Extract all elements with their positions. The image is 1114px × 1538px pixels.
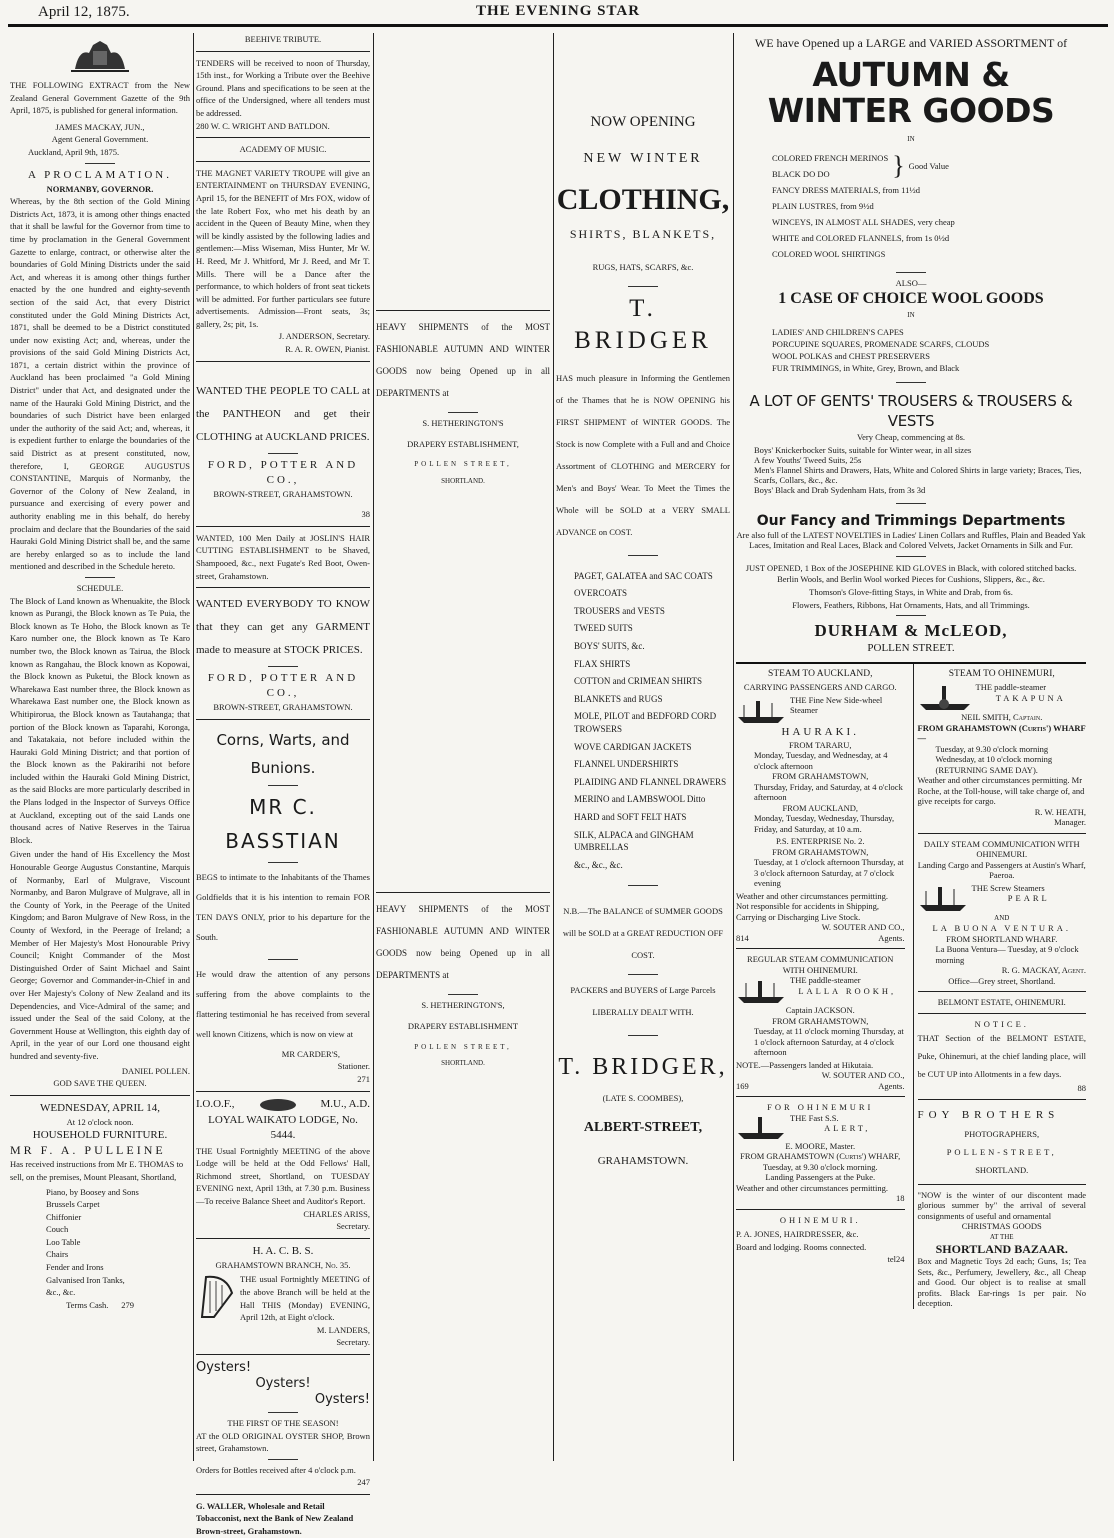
divider: [628, 286, 658, 287]
divider: [196, 587, 370, 588]
column-rule: [733, 33, 734, 1461]
spacer: [556, 33, 730, 111]
beehive-heading: BEEHIVE TRIBUTE.: [244, 34, 322, 44]
proclamation-subtitle: NORMANBY, GOVERNOR.: [46, 183, 154, 194]
list-item: MOLE, PILOT and BEDFORD CORD TROWSERS: [574, 711, 717, 734]
just-opened: JUST OPENED, 1 Box of the JOSEPHINE KID GLOVES in Black, with colored stitched backs.: [745, 563, 1077, 574]
divider: [896, 272, 926, 273]
lodge-sig-2: Secretary.: [336, 1221, 370, 1232]
lalla-name: LALLA ROOKH,: [798, 985, 897, 996]
thomson-stays: Thomson's Glove-fitting Stays, in White and Drab, from 6s.: [809, 586, 1013, 597]
divider: [268, 1412, 298, 1413]
auction-body: Has received instructions from Mr E. THOMAS to sell, on the premises, Mount Pleasant, Shortland,: [10, 1159, 184, 1182]
carrying: CARRYING PASSENGERS AND CARGO.: [743, 682, 897, 693]
divider: [196, 719, 370, 720]
hacbs-body: THE usual Fortnightly MEETING of the above Branch will be held at the Hall THIS (Monday) EVENING, April 12th, at Eight o'clock.: [240, 1274, 370, 1323]
spacer: [376, 33, 550, 305]
divider: [376, 892, 550, 893]
ps-enterprise: P.S. ENTERPRISE No. 2.: [775, 836, 865, 847]
page-header: [8, 0, 1108, 30]
lodge-heading: LOYAL WAIKATO LODGE, No. 5444.: [208, 1113, 358, 1141]
auckland-times: Monday, Tuesday, Wednesday, Thursday, Friday, and Saturday, at 10 a.m.: [754, 813, 895, 834]
list-item: &c., &c., &c.: [574, 859, 623, 870]
divider: [196, 137, 370, 138]
divider: [196, 51, 370, 52]
hetherington-2-drapery: DRAPERY ESTABLISHMENT: [407, 1020, 519, 1031]
foy-brothers: FOY BROTHERS: [917, 1108, 1060, 1121]
autumn-winter-heading: AUTUMN & WINTER GOODS: [767, 55, 1055, 130]
very-cheap: Very Cheap, commencing at 8s.: [856, 431, 966, 442]
column-2: [196, 33, 370, 1537]
mackay-agent: R. G. MACKAY, Agent.: [1001, 965, 1086, 976]
alert-intro: THE Fast S.S.: [790, 1112, 839, 1123]
hacbs-branch: GRAHAMSTOWN BRANCH, No. 35.: [215, 1259, 351, 1270]
list-item: FLANNEL UNDERSHIRTS: [574, 759, 679, 770]
rugs-hats: RUGS, HATS, SCARFS, &c.: [592, 262, 694, 272]
ps-from: FROM GRAHAMSTOWN,: [772, 846, 869, 857]
agents-label: Agents.: [878, 932, 905, 943]
list-item: COLORED FRENCH MERINOS: [772, 152, 889, 163]
oysters-3: Oysters!: [314, 1391, 370, 1407]
list-item: A few Youths' Tweed Suits, 25s: [754, 455, 862, 466]
extract-notice: THE FOLLOWING EXTRACT from the New Zealand General Government Gazette of the 9th April, 1875, is published for general information.: [10, 80, 190, 116]
list-item: &c., &c.: [46, 1287, 76, 1298]
ad-number: 38: [361, 509, 370, 520]
bridger-heading-2: T. BRIDGER,: [558, 1054, 728, 1081]
lodge-body: THE Usual Fortnightly MEETING of the above Lodge will be held at the Odd Fellows' Hall, Richmond street, Shortland, on TUESDAY EVENING next, April 13th, at 7.30 p.m. Business—To receive Balance Sheet and Auditor's Report.: [196, 1145, 370, 1206]
shortland: SHORTLAND.: [975, 1164, 1029, 1175]
column-1: [10, 33, 190, 1461]
photographers: PHOTOGRAPHERS,: [964, 1128, 1040, 1139]
hetherington-2-town: SHORTLAND.: [441, 1059, 485, 1068]
shipping-section: [736, 664, 1086, 1309]
flowers-trimmings: Flowers, Feathers, Ribbons, Hat Ornaments, Hats, and all Trimmings.: [792, 599, 1030, 610]
hetherington-1-town: SHORTLAND.: [441, 476, 485, 485]
shipping-right: [913, 664, 1087, 1309]
berlin-wools: Berlin Wools, and Berlin Wool worked Pieces for Cushions, Slippers, &c., &c.: [777, 574, 1045, 585]
basstian-sig: MR CARDER'S,: [281, 1048, 340, 1059]
basstian-body: BEGS to intimate to the Inhabitants of the Thames Goldfields that it is his intention to remain FOR TEN DAYS ONLY, prior to his departure for the South.: [196, 871, 370, 942]
divider: [268, 666, 298, 667]
signature-place: Auckland, April 9th, 1875.: [28, 146, 120, 157]
nb-note: N.B.—The BALANCE of SUMMER GOODS will be SOLD at a GREAT REDUCTION OFF COST.: [562, 906, 724, 961]
bunions-heading: Bunions.: [250, 758, 316, 777]
beehive-body: TENDERS will be received to noon of Thursday, 15th inst., for Working a Tribute over the Beehive Ground. Plans and specifications to be seen at the office of the Undersigned, where all tenders must be addressed.: [196, 57, 370, 118]
list-item: Chiffonier: [46, 1211, 82, 1222]
divider: [268, 453, 298, 454]
list-item: Loo Table: [46, 1236, 81, 1247]
captain-jackson: Captain JACKSON.: [785, 1005, 855, 1016]
regular-steam: REGULAR STEAM COMMUNICATION WITH OHINEMURI.: [747, 954, 894, 975]
heavy-shipments-1: HEAVY SHIPMENTS of the MOST FASHIONABLE AUTUMN AND WINTER GOODS now being Opened up in all DEPARTMENTS at: [376, 322, 550, 398]
bridger-body: HAS much pleasure in Informing the Gentlemen of the Thames that he is NOW OPENING his FIRST SHIPMENT of WINTER GOODS. The Stock is now Complete with a Full and and Choice Assortment of CLOTHING and MERCERY for Men's and Boys' Wear. To Meet the Times the Whole will be SOLD at a VERY SMALL ADVANCE on COST.: [556, 372, 730, 537]
steamship-icon: [736, 1113, 786, 1141]
christmas-goods: CHRISTMAS GOODS: [961, 1221, 1042, 1232]
auction-date: WEDNESDAY, APRIL 14,: [40, 1101, 160, 1114]
oysters-1: Oysters!: [196, 1359, 252, 1375]
from-auckland: FROM AUCKLAND,: [782, 802, 859, 813]
list-item: Couch: [46, 1224, 69, 1235]
souter-sig: W. SOUTER AND CO.,: [821, 922, 905, 933]
durham-street: POLLEN STREET.: [867, 642, 955, 655]
divider: [268, 785, 298, 786]
academy-heading: ACADEMY OF MUSIC.: [239, 144, 327, 155]
wool-list: [736, 326, 1086, 374]
list-item: PLAIDING AND FLANNEL DRAWERS: [574, 776, 727, 787]
takapuna-times: Tuesday, at 9.30 o'clock morning Wednesday, at 10 o'clock morning (RETURNING SAME DAY).: [935, 743, 1053, 775]
proclamation-title: A PROCLAMATION.: [27, 168, 172, 181]
divider: [448, 994, 478, 995]
shortland-wharf: FROM SHORTLAND WHARF.: [946, 933, 1058, 944]
ad-number: 18: [896, 1193, 905, 1204]
divider: [196, 1238, 370, 1239]
steam-ohinemuri: STEAM TO OHINEMURI,: [948, 669, 1055, 680]
wanted-pantheon: WANTED THE PEOPLE TO CALL at the PANTHEON and get their CLOTHING at AUCKLAND PRICES.: [196, 384, 370, 443]
ad-number: 814: [736, 932, 749, 943]
list-item: WHITE and COLORED FLANNELS, from 1s 0½d: [772, 232, 950, 243]
clothing-list: [556, 570, 730, 872]
ad-number: 88: [1077, 1083, 1086, 1094]
ford-potter-2-address: BROWN-STREET, GRAHAMSTOWN.: [213, 702, 353, 713]
list-item: Chairs: [46, 1249, 69, 1260]
column-rule: [193, 33, 194, 1461]
ad-number: 279: [121, 1299, 134, 1310]
divider: [918, 991, 1087, 992]
divider: [628, 1035, 658, 1036]
shipping-left: [736, 664, 909, 1309]
hetherington-1: S. HETHERINGTON'S: [422, 418, 504, 428]
spacer: [376, 487, 550, 887]
list-item: HARD and SOFT FELT HATS: [574, 811, 687, 822]
takapuna-intro: THE paddle-steamer: [975, 682, 1047, 693]
tararu-times: Monday, Tuesday, and Wednesday, at 4 o'clock afternoon: [754, 750, 888, 771]
hauraki-name: HAURAKI.: [781, 725, 859, 738]
hacbs-heading: H. A. C. B. S.: [252, 1244, 314, 1257]
bridger-heading: T. BRIDGER: [574, 294, 712, 354]
steamship-icon: [736, 975, 786, 1005]
schedule-body: The Block of Land known as Whenuakite, the Block known as Purangi, the Block known as Te Puia, the Block known as Te Hoho, the Block known as Te Karo number one, the Block known as Te Karo number two, the Block known as Tairua, the Block known as Rangahau, the Block known as Kopowai, the Block known as Puketui, the Block known as Wharekawa East number three, the Block known as Wharekawa East number one, the Block known as Whitipirorua, the Block known as Tautahanga; that portion of the Block known as Taparahi, Koronga, and Takatakaia, not before included within the Hauraki Gold Mining District; and that portion of the Block known as the Pakirarihi not before included within the Hauraki Gold Mining District, as the said Blocks are more particularly described in the Plans lodged in the Inspector of Surveys Office at Auckland, excepting out of the said Lands one thousand acres of Native Reserves in the Tairua Block.: [10, 595, 190, 845]
clasped-hands-icon: [258, 1097, 298, 1113]
royal-crest-icon: [65, 39, 135, 73]
list-item: TWEED SUITS: [574, 623, 633, 634]
notice-heading: NOTICE.: [974, 1018, 1029, 1029]
takapuna-from: FROM GRAHAMSTOWN (Curtis') WHARF—: [917, 722, 1086, 744]
paddle-steamer-icon: [918, 682, 972, 712]
column-rule: [373, 33, 374, 1461]
hikutaia-note: NOTE.—Passengers landed at Hikutaia.: [736, 1059, 874, 1070]
wanted-everybody: WANTED EVERYBODY TO KNOW that they can get any GARMENT made to measure at STOCK PRICES.: [196, 598, 370, 657]
signed-pollen: DANIEL POLLEN.: [121, 1065, 190, 1076]
ad-number: tel24: [887, 1254, 905, 1265]
shirts-blankets: SHIRTS, BLANKETS,: [569, 227, 717, 241]
not-responsible: Not responsible for accidents in Shipping, Carrying or Discharging Live Stock.: [736, 901, 880, 922]
issue-date: April 12, 1875.: [38, 4, 130, 20]
list-item: COLORED WOOL SHIRTINGS: [772, 248, 886, 259]
divider: [196, 1091, 370, 1092]
list-item: WOOL POLKAS and CHEST PRESERVERS: [772, 350, 931, 361]
agents-label: Agents.: [878, 1080, 905, 1091]
from-grahamstown: FROM GRAHAMSTOWN,: [772, 771, 869, 782]
belmont-notice: THAT Section of the BELMONT ESTATE, Puke, Ohinemuri, at the chief landing place, will be CUT UP into Allotments in a few days.: [917, 1033, 1086, 1080]
list-item: PORCUPINE SQUARES, PROMENADE SCARFS, CLOUDS: [772, 338, 990, 349]
list-item: BLANKETS and RUGS: [574, 693, 663, 704]
ad-number: 169: [736, 1080, 749, 1091]
pearl-name: PEARL: [1007, 893, 1050, 904]
list-item: MERINO and LAMBSWOOL Ditto: [574, 794, 706, 805]
from-tararu: FROM TARARU,: [789, 739, 852, 750]
list-item: PLAIN LUSTRES, from 9½d: [772, 200, 874, 211]
boys-list: [736, 445, 1086, 495]
list-item: Galvanised Iron Tanks,: [46, 1274, 125, 1285]
ford-potter-2: FORD, POTTER AND CO.,: [207, 672, 359, 700]
iof-line: [196, 1097, 370, 1113]
hauraki-intro: THE Fine New Side-wheel Steamer: [790, 694, 883, 716]
basstian-body-2: He would draw the attention of any persons suffering from the above complaints to the flattering testimonial he has received from several well known Citizens, which is now on view at: [196, 968, 370, 1039]
terms-text: Terms Cash.: [66, 1299, 109, 1310]
at-the-label: AT THE: [989, 1232, 1014, 1241]
durham-mcleod: DURHAM & McLEOD,: [814, 621, 1008, 641]
divider: [85, 163, 115, 164]
oysters-first: THE FIRST OF THE SEASON!: [227, 1417, 339, 1428]
late-coombes: (LATE S. COOMBES),: [602, 1093, 684, 1104]
wanted-joslin: WANTED, 100 Men Daily at JOSLIN'S HAIR CUTTING ESTABLISHMENT to be Shaved, Shampooed, &c., next Fugate's Red Boot, Owen-street, Grahamstown.: [196, 532, 370, 581]
harp-icon: [196, 1273, 236, 1319]
souter-agents-2: [736, 1081, 905, 1092]
in-label-1: IN: [907, 135, 915, 143]
mackay-office: Office—Grey street, Shortland.: [948, 975, 1056, 986]
fancy-body: Are also full of the LATEST NOVELTIES in Ladies' Linen Collars and Ruffles, Plain and Beaded Yak Laces, Imitation and Real Laces, Black and Colored Velvets, Jacket Ornaments in Silk and Fur.: [736, 530, 1086, 551]
list-item: WOVE CARDIGAN JACKETS: [574, 741, 692, 752]
ohinemuri-heading: OHINEMURI.: [779, 1214, 861, 1225]
steam-auckland: STEAM TO AUCKLAND,: [768, 669, 873, 680]
auction-time: At 12 o'clock noon.: [66, 1116, 134, 1127]
list-item: Boys' Black and Drab Sydenham Hats, from 3s 3d: [754, 485, 926, 496]
list-item: FUR TRIMMINGS, in White, Grey, Brown, and Black: [772, 362, 960, 373]
list-item: TROUSERS and VESTS: [574, 605, 665, 616]
oysters-orders: Orders for Bottles received after 4 o'clock p.m.: [196, 1464, 356, 1475]
hetherington-2: S. HETHERINGTON'S,: [421, 1000, 505, 1011]
divider: [628, 885, 658, 886]
alert-master: E. MOORE, Master.: [785, 1140, 856, 1151]
screw-steamer-icon: [918, 883, 968, 913]
souter-sig-2: W. SOUTER AND CO.,: [821, 1070, 905, 1081]
brace-icon: }: [892, 150, 905, 180]
column-4: [556, 33, 730, 1461]
divider: [918, 1013, 1087, 1014]
landing-cargo: Landing Cargo and Passengers at Austin's Wharf, Paeroa.: [917, 859, 1086, 881]
good-value: Good Value: [908, 160, 949, 171]
oysters-2: Oysters!: [255, 1375, 311, 1391]
divider: [736, 1209, 905, 1210]
waller-ad: G. WALLER, Wholesale and Retail Tobacconist, next the Bank of New Zealand Brown-street, Grahamstown.: [196, 1500, 354, 1537]
bazaar-body: Box and Magnetic Toys 2d each; Guns, 1s; Tea Sets, &c., Perfumery, Jewellery, &c., all Cheap and Good. Our object is to realise at small profits. Black Ear-rings 1s per pair. No deception.: [917, 1256, 1086, 1309]
hacbs-sig-2: Secretary.: [336, 1337, 370, 1348]
divider: [628, 974, 658, 975]
jones-hairdresser: P. A. JONES, HAIRDRESSER, &c.: [736, 1229, 859, 1240]
hetherington-2-street: POLLEN STREET,: [414, 1042, 512, 1051]
divider: [896, 615, 926, 616]
divider: [196, 526, 370, 527]
hetherington-1-drapery: DRAPERY ESTABLISHMENT,: [407, 438, 519, 449]
list-item: FLAX SHIRTS: [574, 658, 631, 669]
column-3: [376, 33, 550, 1461]
new-winter: NEW WINTER: [583, 151, 703, 166]
albert-street: ALBERT-STREET,: [583, 1119, 703, 1135]
auction-item-list: [10, 1186, 190, 1299]
oysters-body: AT the OLD ORIGINAL OYSTER SHOP, Brown street, Grahamstown.: [196, 1430, 370, 1454]
weather-note: Weather and other circumstances permitting.: [736, 890, 889, 901]
neil-smith: NEIL SMITH, Captain.: [961, 712, 1043, 723]
merinos-lines: [772, 150, 888, 182]
iof-label: I.O.O.F.,: [196, 1098, 235, 1111]
lalla-from: FROM GRAHAMSTOWN,: [772, 1015, 869, 1026]
packers-note: PACKERS and BUYERS of Large Parcels LIBERALLY DEALT WITH.: [570, 985, 716, 1018]
list-item: FANCY DRESS MATERIALS, from 11½d: [772, 184, 920, 195]
divider: [896, 503, 926, 504]
steamship-icon: [736, 695, 786, 725]
wool-goods-heading: 1 CASE OF CHOICE WOOL GOODS: [778, 290, 1044, 308]
divider: [268, 1459, 298, 1460]
for-ohinemuri: FOR OHINEMURI: [767, 1102, 874, 1113]
in-label-2: IN: [907, 311, 915, 320]
board-lodging: Board and lodging. Rooms connected.: [736, 1241, 867, 1252]
wide-intro: WE have Opened up a LARGE and VARIED ASSORTMENT of: [754, 36, 1068, 50]
list-item: SILK, ALPACA and GINGHAM UMBRELLAS: [574, 829, 694, 853]
ps-times: Tuesday, at 1 o'clock afternoon Thursday, at 3 o'clock afternoon Saturday, at 7 o'clock evening: [754, 857, 904, 889]
signature-mackay: JAMES MACKAY, JUN.,: [55, 121, 145, 132]
clothing-heading: CLOTHING,: [556, 183, 730, 216]
lodge-sig: CHARLES ARISS,: [303, 1208, 370, 1219]
divider: [268, 862, 298, 863]
god-save-queen: GOD SAVE THE QUEEN.: [53, 1078, 147, 1089]
list-item: OVERCOATS: [574, 588, 628, 599]
divider: [918, 1184, 1087, 1185]
divider: [896, 382, 926, 383]
heavy-shipments-2: HEAVY SHIPMENTS of the MOST FASHIONABLE AUTUMN AND WINTER GOODS now being Opened up in all DEPARTMENTS at: [376, 904, 550, 981]
bazaar-intro: "NOW is the winter of our discontent made glorious summer by" the arrival of several consignments of useful and ornamental: [917, 1189, 1086, 1221]
landing-puke: Landing Passengers at the Puke.: [765, 1172, 876, 1183]
ford-potter-1-address: BROWN-STREET, GRAHAMSTOWN.: [213, 488, 353, 499]
heath-manager: Manager.: [1054, 817, 1086, 828]
list-item: BOYS' SUITS, &c.: [574, 640, 645, 651]
grahamstown-times: Thursday, Friday, and Saturday, at 4 o'clock afternoon: [754, 781, 903, 803]
signature-title: Agent General Government.: [51, 134, 149, 145]
gents-trousers-heading: A LOT OF GENTS' TROUSERS & TROUSERS & VESTS: [749, 391, 1073, 430]
buona-ventura: LA BUONA VENTURA.: [932, 923, 1071, 934]
list-item: Brussels Carpet: [46, 1199, 100, 1210]
list-item: Boys' Knickerbocker Suits, suitable for Winter wear, in all sizes: [754, 445, 972, 456]
divider: [196, 1494, 370, 1495]
divider: [196, 1354, 370, 1355]
divider: [376, 310, 550, 311]
proclamation-body: Whereas, by the 8th section of the Gold Mining Districts Act, 1873, it is among other things enacted that it shall be lawful for the Governor from time to time by proclamation in the General Government Gazette to enlarge, contract, or otherwise alter the boundaries of Gold Mining Districts under the said Act, and whereas it is among other things further enacted by the one hundred and eighty-seventh section of the said Act, that every District constituted under the Gold Mining Districts Act, 1871, shall be deemed to be a District constituted under now existing Act; and, whereas, under the provisions of the said Gold Mining Districts Act, 1871, a certain district within the province of Auckland has been proclaimed "a Gold Mining District" under that Act, and designated under the name of the Hauraki Gold Mining District, and the boundaries of such District have been enlarged under the authority of the said Act; and, whereas, it is expedient further to enlarge the boundaries of the said District as at present constituted, now, therefore, I, GEORGE AUGUSTUS CONSTANTINE, Marquis of Normanby, the Governor of the Colony of New Zealand, in pursuance and exercising of every power and authority enabling me in this behalf, do hereby proclaim and declare that the Boundaries of the said Hauraki Gold Mining District shall be, and the same are hereby enlarged so as to include the land mentioned and described in the Schedule hereto.: [10, 196, 190, 572]
list-item: COTTON and CRIMEAN SHIRTS: [574, 676, 703, 687]
column-5: [736, 33, 1086, 1461]
auctioneer-name: MR F. A. PULLEINE: [10, 1143, 166, 1158]
academy-sig-1: J. ANDERSON, Secretary.: [278, 331, 370, 342]
divider: [896, 556, 926, 557]
academy-body: THE MAGNET VARIETY TROUPE will give an ENTERTAINMENT on THURSDAY EVENING, April 15, for the BENEFIT of Mrs FOX, widow of the late Robert Fox, who met his death by an accident in the Queen of Beauty Mine, when they will be kindly assisted by the following ladies and gentlemen:—Miss Wiseman, Miss Hunter, Mr W. H. Reed, Mr J. Whitford, Mr J. Reed, and Mr T. Mills. There will be a Dance after the performance, to which holders of front seat tickets will be admitted. For further particulars see future advertisements. Admission—Front seats, 3s; gallery, 2s; pit, 1s.: [196, 167, 370, 329]
merinos-group: [772, 150, 1086, 182]
basstian-heading: MR C. BASSTIAN: [225, 794, 341, 853]
shortland-bazaar: SHORTLAND BAZAAR.: [935, 1242, 1068, 1257]
screw-intro: THE Screw Steamers: [971, 882, 1045, 893]
ford-potter-1: FORD, POTTER AND CO.,: [207, 458, 359, 486]
terms: [10, 1299, 190, 1312]
list-item: Piano, by Boosey and Sons: [46, 1186, 139, 1197]
takapuna-name: TAKAPUNA: [995, 692, 1066, 703]
corns-heading: Corns, Warts, and: [216, 730, 350, 749]
divider: [10, 1095, 190, 1096]
alert-time: Tuesday, at 9.30 o'clock morning.: [762, 1161, 878, 1172]
column-rule: [553, 33, 554, 1461]
takapuna-weather: Weather and other circumstances permitting. Mr Roche, at the Toll-house, will take charge of, and give receipts for cargo.: [917, 775, 1085, 807]
buona-times: La Buona Ventura— Tuesday, at 9 o'clock morning: [935, 944, 1079, 965]
list-item: PAGET, GALATEA and SAC COATS: [574, 570, 713, 581]
divider: [448, 412, 478, 413]
heath-sig: R. W. HEATH,: [1034, 806, 1086, 817]
basstian-sig-2: Stationer.: [337, 1061, 370, 1072]
goods-list: [736, 150, 1086, 262]
mua-label: M.U., A.D.: [320, 1098, 370, 1111]
lalla-times: Tuesday, at 11 o'clock morning Thursday, at 1 o'clock afternoon Saturday, at 4 o'clock afternoon: [754, 1026, 904, 1058]
divider: [268, 959, 298, 960]
divider: [918, 833, 1087, 834]
list-item: BLACK DO DO: [772, 168, 830, 179]
lalla-intro: THE paddle-steamer: [790, 975, 861, 986]
belmont-heading: BELMONT ESTATE, OHINEMURI.: [937, 997, 1066, 1008]
also-label: ALSO—: [895, 277, 927, 288]
divider: [85, 577, 115, 578]
divider: [736, 948, 905, 949]
list-item: Men's Flannel Shirts and Drawers, Hats, White and Colored Shirts in large variety; Braces, Ties, Scarfs, Collars, &c., &c.: [754, 465, 1082, 486]
schedule-title: SCHEDULE.: [76, 582, 124, 593]
grahamstown: GRAHAMSTOWN.: [597, 1154, 689, 1167]
and-label: AND: [994, 913, 1010, 922]
ad-number: 247: [357, 1477, 370, 1488]
academy-sig-2: R. A. R. OWEN, Pianist.: [285, 344, 370, 355]
given-body: Given under the hand of His Excellency the Most Honourable George Augustus Constantine, Marquis of Normanby, Earl of Mulgrave, Viscount Normanby, and Baron Mulgrave of Mulgrave, all in the County of York, in the Peerage of the United Kingdom; and Baron Mulgrave of New Ross, in the County of Wexford, in the Peerage of Ireland; a Member of Her Majesty's Most Honourable Privy Council; Knight Commander of the Most Distinguished Order of Saint Michael and Saint George; Governor and Commander-in-Chief in and over Her Majesty's Colony of New Zealand and its Dependencies, and Vice-Admiral of the same; and issued under the Seal of the said Colony, at the Government House at Wellington, this eighth day of April, in the year of our Lord one thousand eight hundred and seventy-five.: [10, 849, 190, 1061]
alert-from: FROM GRAHAMSTOWN (Curtis') WHARF,: [740, 1151, 901, 1162]
divider: [918, 1099, 1087, 1100]
list-item: LADIES' AND CHILDREN'S CAPES: [772, 326, 904, 337]
list-item: WINCEYS, IN ALMOST ALL SHADES, very cheap: [772, 216, 955, 227]
souter-agents: [736, 933, 905, 944]
now-opening: NOW OPENING: [590, 114, 696, 130]
divider: [736, 1096, 905, 1097]
alert-name: ALERT,: [824, 1123, 871, 1134]
header-rule: [8, 24, 1108, 27]
hacbs-sig: M. LANDERS,: [316, 1324, 370, 1335]
pollen-street: POLLEN-STREET,: [946, 1146, 1057, 1157]
divider: [196, 161, 370, 162]
ad-number: 271: [357, 1074, 370, 1084]
auction-heading: HOUSEHOLD FURNITURE.: [32, 1129, 168, 1142]
fancy-heading: Our Fancy and Trimmings Departments: [756, 513, 1066, 530]
hetherington-1-street: POLLEN STREET,: [414, 460, 512, 469]
beehive-signature: 280 W. C. WRIGHT AND BATLDON.: [196, 120, 330, 131]
divider: [628, 555, 658, 556]
daily-steam: DAILY STEAM COMMUNICATION WITH OHINEMURI.: [923, 838, 1080, 860]
weather-note-2: Weather and other circumstances permitting.: [736, 1182, 889, 1193]
list-item: Fender and Irons: [46, 1262, 104, 1273]
masthead: THE EVENING STAR: [475, 3, 641, 19]
divider: [196, 361, 370, 362]
